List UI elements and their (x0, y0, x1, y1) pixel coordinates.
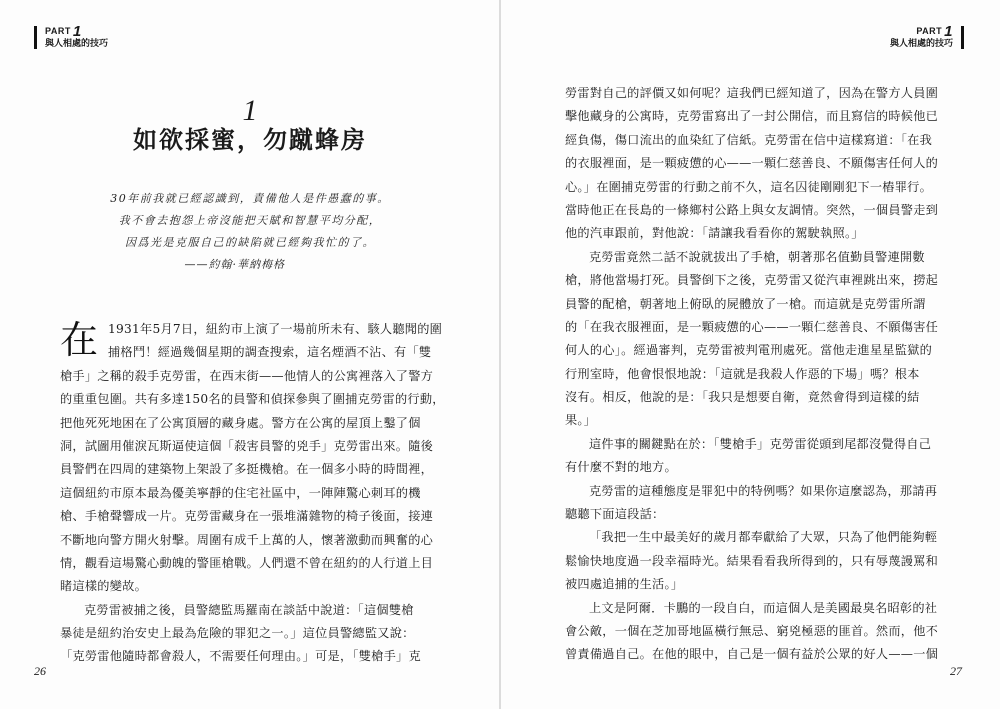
text-line: 曾責備過自己。在他的眼中，自己是一個有益於公眾的好人——一個 (565, 647, 939, 662)
epigraph-attribution: ——約翰·華納梅格 (184, 258, 285, 271)
text-line: 1931年5月7日，紐約市上演了一場前所未有、駭人聽聞的圍 (108, 322, 443, 336)
text-line: 不斷地向警方開火射擊。周圍有成千上萬的人，懷著激動而興奮的心 (60, 532, 434, 547)
text-line: 克勞雷被捕之後，員警總監馬羅南在談話中說道：「這個雙槍 (84, 602, 414, 617)
text-line: 會公敵，一個在芝加哥地區橫行無忌、窮兇極惡的匪首。然而，他不 (565, 623, 939, 638)
right-page-body (565, 82, 960, 667)
text-line: 「我把一生中最美好的歲月都奉獻給了大眾，只為了他們能夠輕 (589, 530, 938, 545)
text-line: 鬆愉快地度過一段幸福時光。結果看看我所得到的，只有辱蔑謾罵和 (565, 553, 939, 568)
text-line: 擊他藏身的公寓時，克勞雷寫出了一封公開信，而且寫信的時候他已 (565, 109, 939, 124)
text-line: 捕格鬥！經過幾個星期的調查搜索，這名煙酒不沾、有「雙 (108, 345, 432, 360)
text-line: 勞雷對自己的評價又如何呢？這我們已經知道了，因為在警方人員圍 (565, 86, 939, 100)
part-number: 1 (944, 23, 953, 40)
text-line: 克勞雷的這種態度是罪犯中的特例嗎？如果你這麼認為，那請再 (589, 483, 938, 498)
text-line: 槍，將他當場打死。員警倒下之後，克勞雷又從汽車裡跳出來，撈起 (565, 273, 939, 288)
text-line: 克勞雷竟然二話不說就拔出了手槍，朝著那名值勤員警連開數 (589, 249, 925, 264)
page-number-left: 26 (34, 664, 46, 678)
part-label: PART 1 (916, 23, 953, 40)
left-page-body (60, 318, 450, 669)
text-line: 何人的心」。經過審判，克勞雷被判電刑處死。當他走進星星監獄的 (565, 343, 933, 358)
epigraph (0, 188, 500, 276)
text-line: 有什麼不對的地方。 (565, 460, 677, 475)
text-line: 果。」 (565, 413, 597, 428)
text-line: 員警的配槍，朝著地上俯臥的屍體放了一槍。而這就是克勞雷所謂 (565, 296, 926, 311)
text-line: 經負傷，傷口流出的血染紅了信紙。克勞雷在信中這樣寫道：「在我 (565, 132, 933, 147)
text-line: 沒有。相反，他說的是：「我只是想要自衛，竟然會得到這樣的結 (565, 390, 920, 405)
text-line: 槍、手槍聲響成一片。克勞雷藏身在一張堆滿雜物的椅子後面，接連 (60, 509, 434, 524)
chapter-title: 如欲採蜜，勿蹴蜂房 (133, 125, 367, 154)
text-line: 上文是阿爾．卡鵬的一段自白，而這個人是美國最臭名昭彰的社 (589, 600, 938, 615)
text-line: 這件事的關鍵點在於：「雙槍手」克勞雷從頭到尾都沒覺得自己 (589, 436, 932, 451)
epigraph-line: 我不會去抱怨上帝沒能把天賦和智慧平均分配， (118, 214, 382, 227)
part-number: 1 (72, 23, 82, 40)
text-line: 把他死死地困在了公寓頂層的藏身處。警方在公寓的屋頂上鑿了個 (60, 415, 421, 430)
text-line: 的衣服裡面，是一顆疲憊的心——一顆仁慈善良、不願傷害任何人的 (565, 156, 939, 171)
text-line: 被四處追捕的生活。」 (565, 577, 684, 592)
epigraph-line: 30年前我就已經認識到，責備他人是件愚蠢的事。 (110, 192, 390, 205)
text-line: 情，觀看這場驚心動魄的警匪槍戰。人們還不曾在紐約的人行道上目 (60, 555, 434, 570)
part-label: PART 1 (45, 23, 82, 40)
part-subtitle: 與人相處的技巧 (889, 38, 953, 48)
text-line: 睹這樣的變故。 (60, 579, 148, 594)
text-line: 「克勞雷他隨時都會殺人，不需要任何理由。」可是，「雙槍手」克 (60, 649, 421, 664)
running-header-right (889, 23, 964, 49)
chapter-number: 1 (242, 94, 258, 127)
text-line: 他的汽車跟前，對他說：「請讓我看看你的駕駛執照。」 (565, 226, 864, 241)
text-line: 洞，試圖用催淚瓦斯逼使這個「殺害員警的兇手」克勞雷出來。隨後 (60, 438, 434, 453)
drop-cap: 在 (60, 318, 99, 362)
text-line: 行刑室時，他會恨恨地說：「這就是我殺人作惡的下場」嗎？根本 (565, 366, 920, 381)
text-line: 當時他正在長島的一條鄉村公路上與女友調情。突然，一個員警走到 (565, 202, 939, 217)
text-line: 的重重包圍。共有多達150名的員警和偵探參與了圍捕克勞雷的行動， (60, 392, 445, 407)
text-line: 聽聽下面這段話： (565, 507, 665, 522)
text-line: 暴徒是紐約治安史上最為危險的罪犯之一。」這位員警總監又說： (60, 626, 415, 641)
text-line: 的「在我衣服裡面，是一顆疲憊的心——一顆仁慈善良、不願傷害任 (565, 319, 939, 334)
part-subtitle: 與人相處的技巧 (45, 38, 109, 48)
epigraph-line: 因爲光是克服自己的缺陷就已經夠我忙的了。 (125, 236, 375, 249)
running-header-left (34, 23, 109, 49)
text-line: 這個紐約市原本最為優美寧靜的住宅社區中，一陣陣驚心刺耳的機 (60, 485, 421, 500)
text-line: 員警們在四周的建築物上架設了多挺機槍。在一個多小時的時間裡， (60, 462, 434, 477)
text-line: 槍手」之稱的殺手克勞雷，在西末街——他情人的公寓裡落入了警方 (60, 368, 434, 383)
page-number-right: 27 (950, 664, 962, 678)
text-line: 心。」在圍捕克勞雷的行動之前不久，這名囚徒剛剛犯下一樁罪行。 (565, 179, 933, 194)
